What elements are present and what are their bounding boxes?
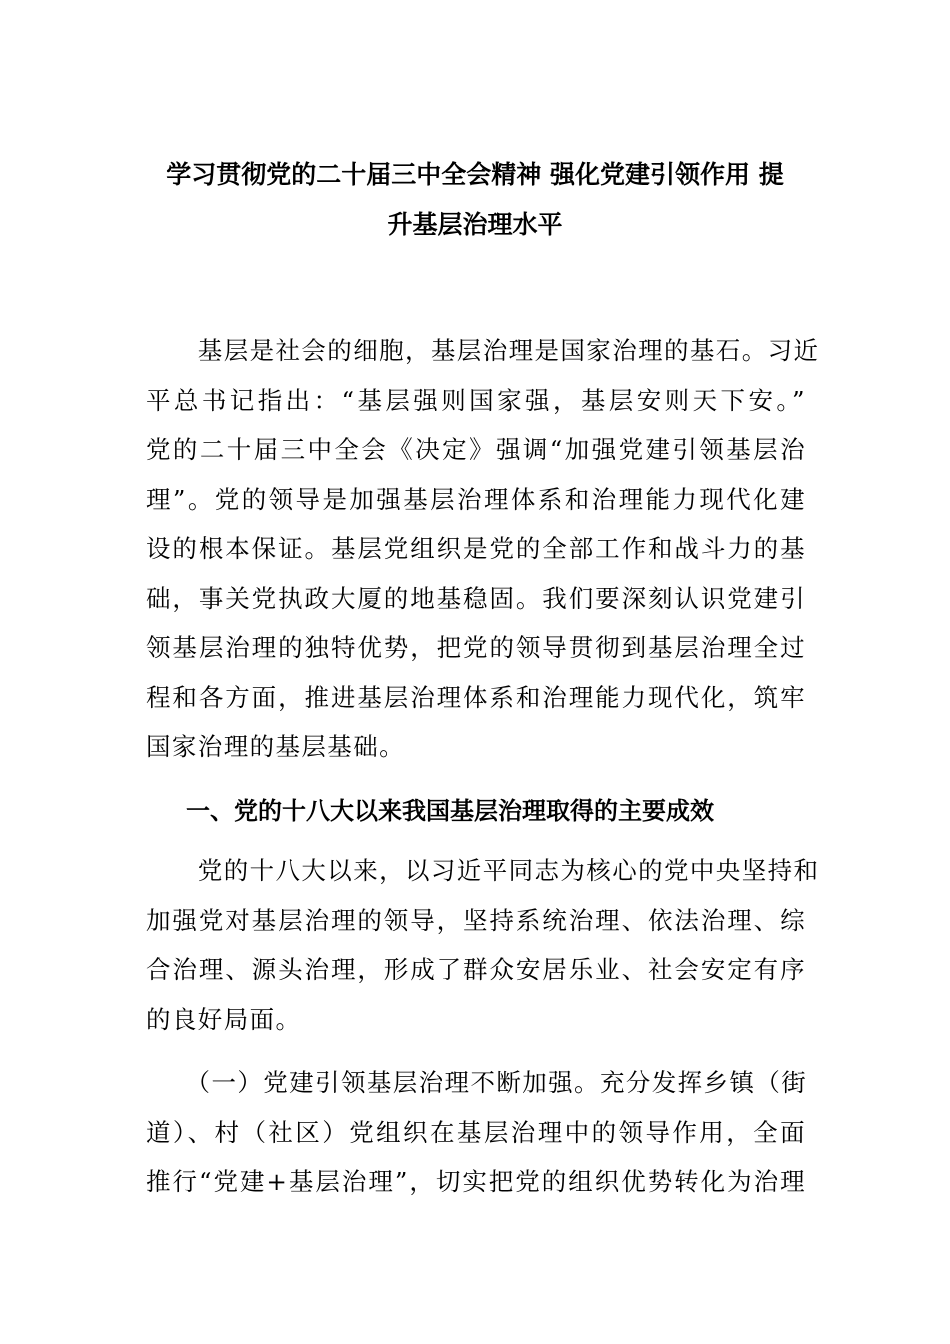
document-title-line-2: 升基层治理水平: [387, 210, 563, 239]
paragraph-line: 础，事关党执政大厦的地基稳固。我们要深刻认识党建引: [146, 583, 806, 613]
paragraph-line: 平总书记指出：“基层强则国家强，基层安则天下安。”: [146, 385, 806, 415]
subsection-1-paragraph: [146, 1058, 806, 1207]
paragraph-line: 国家治理的基层基础。: [146, 732, 405, 761]
paragraph-line: 基层是社会的细胞，基层治理是国家治理的基石。习近: [146, 336, 820, 365]
paragraph-line: 党的十八大以来，以习近平同志为核心的党中央坚持和: [146, 856, 820, 885]
paragraph-line: 领基层治理的独特优势，把党的领导贯彻到基层治理全过: [146, 633, 806, 662]
paragraph-line: 的良好局面。: [146, 1004, 302, 1034]
paragraph-line: 程和各方面，推进基层治理体系和治理能力现代化，筑牢: [146, 682, 806, 712]
paragraph-line: 党的二十届三中全会《决定》强调“加强党建引领基层治: [146, 435, 806, 464]
paragraph-line: （一）党建引领基层治理不断加强。充分发挥乡镇（街: [146, 1068, 808, 1097]
section-1-paragraph: [146, 846, 820, 1044]
document-title-line-1: 学习贯彻党的二十届三中全会精神 强化党建引领作用 提: [166, 160, 784, 189]
intro-paragraph: [146, 326, 820, 772]
paragraph-line: 推行“党建+基层治理”，切实把党的组织优势转化为治理: [146, 1167, 806, 1196]
paragraph-line: 合治理、源头治理，形成了群众安居乐业、社会安定有序: [146, 955, 806, 984]
paragraph-line: 设的根本保证。基层党组织是党的全部工作和战斗力的基: [146, 534, 806, 563]
paragraph-line: 理”。党的领导是加强基层治理体系和治理能力现代化建: [146, 484, 806, 514]
section-heading: 一、党的十八大以来我国基层治理取得的主要成效: [186, 797, 714, 825]
paragraph-line: 加强党对基层治理的领导，坚持系统治理、依法治理、综: [146, 905, 806, 935]
paragraph-line: 道）、村（社区）党组织在基层治理中的领导作用，全面: [146, 1117, 806, 1147]
